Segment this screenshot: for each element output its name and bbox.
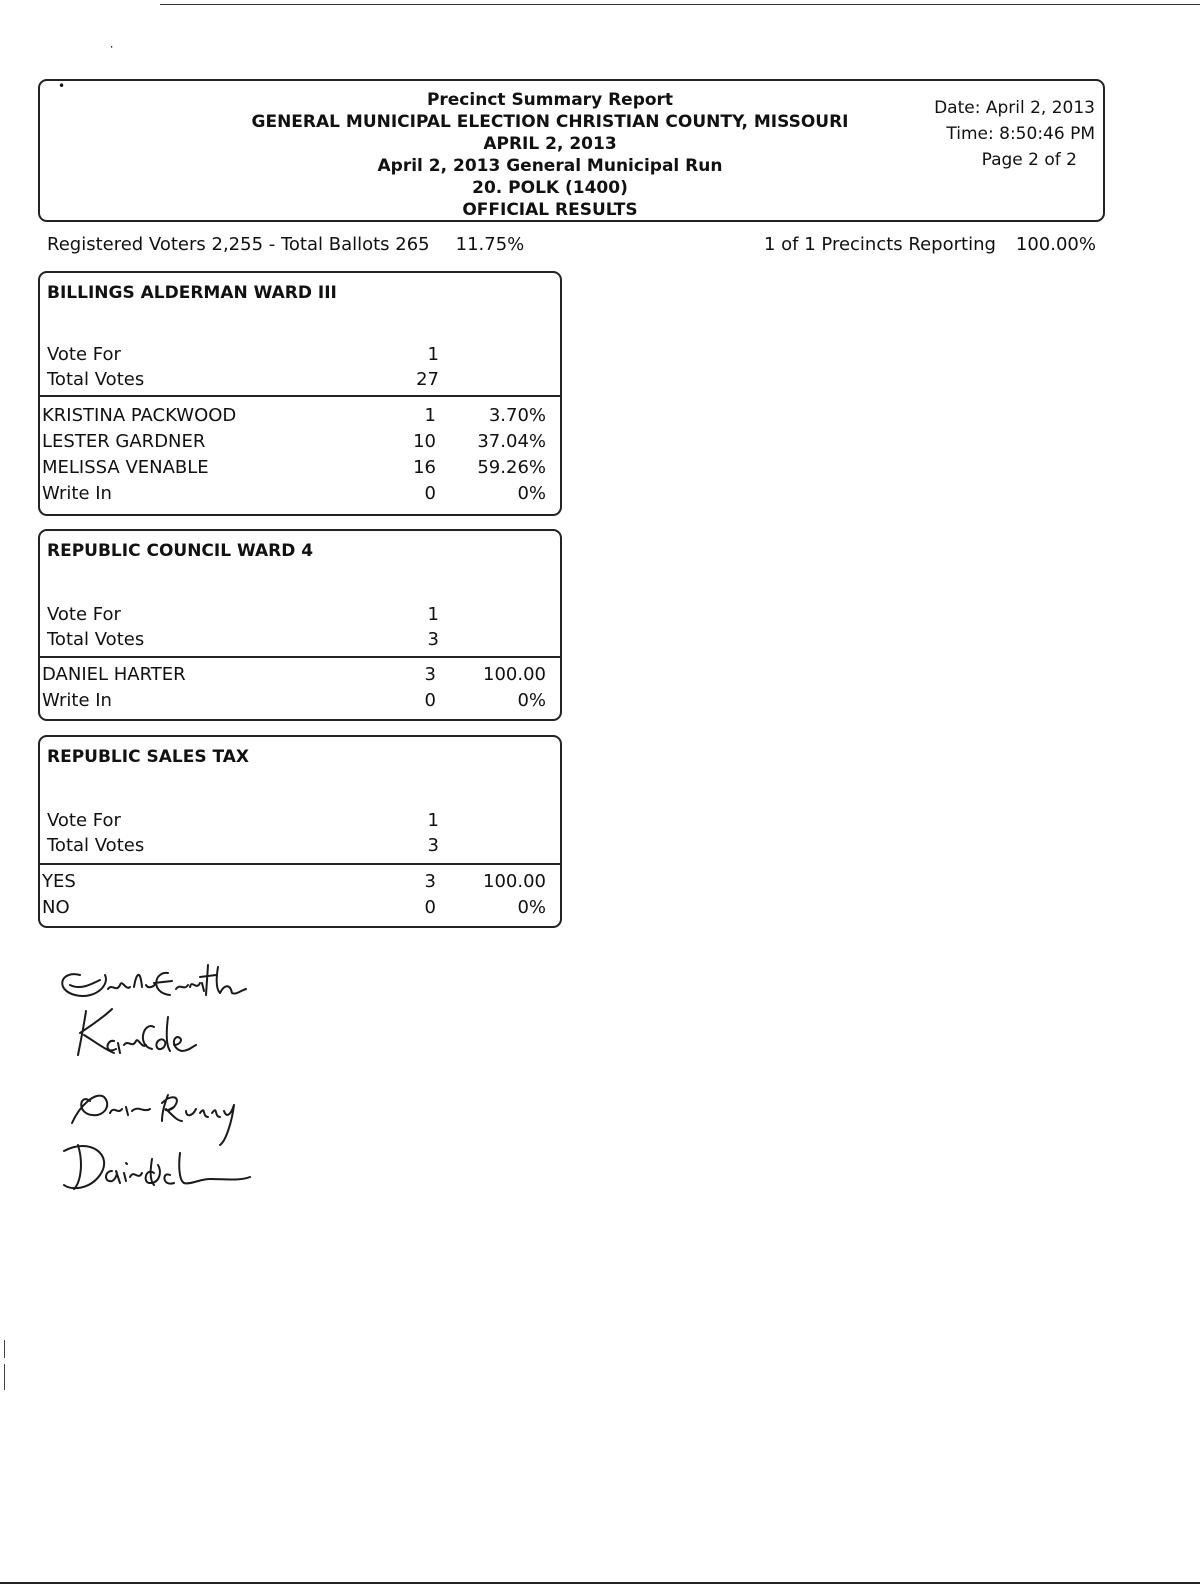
signature-2 (78, 1009, 196, 1055)
report-meta (934, 95, 1095, 173)
total-votes-row (47, 835, 447, 859)
precincts-reporting: 1 of 1 Precincts Reporting (764, 234, 996, 255)
vote-for-value: 1 (427, 604, 439, 625)
candidate-percent: 100.00 (483, 664, 546, 685)
report-header (38, 79, 1105, 222)
candidate-votes: 3 (424, 664, 436, 685)
precincts-percent: 100.00% (1015, 234, 1096, 255)
contest-title: REPUBLIC SALES TAX (47, 747, 250, 767)
candidate-percent: 3.70% (488, 405, 546, 426)
turnout-summary (47, 234, 524, 255)
report-title: Precinct Summary Report (426, 90, 674, 110)
total-votes-value: 3 (427, 835, 439, 856)
scan-edge-top (160, 4, 1200, 5)
vote-for-row (47, 810, 447, 834)
precincts-summary (764, 234, 1096, 255)
total-votes-label: Total Votes (47, 369, 145, 390)
total-votes-label: Total Votes (47, 835, 145, 856)
candidate-row (42, 690, 546, 716)
vote-for-row (47, 344, 447, 368)
vote-for-label: Vote For (47, 810, 121, 831)
contest-title: BILLINGS ALDERMAN WARD III (47, 283, 337, 303)
signature-1 (62, 965, 246, 996)
election-name: GENERAL MUNICIPAL ELECTION CHRISTIAN COUNTY, MISSOURI (251, 112, 849, 132)
total-votes-value: 27 (416, 369, 439, 390)
candidate-name: Write In (42, 690, 112, 711)
contest-divider (40, 395, 560, 397)
candidate-name: LESTER GARDNER (42, 431, 206, 452)
registered-ballots: Registered Voters 2,255 - Total Ballots 265 (47, 234, 430, 255)
contest-divider (40, 863, 560, 865)
candidate-percent: 0% (517, 690, 546, 711)
candidate-votes: 10 (413, 431, 436, 452)
election-date: APRIL 2, 2013 (483, 134, 617, 154)
total-votes-row (47, 629, 447, 653)
candidate-votes: 1 (424, 405, 436, 426)
vote-for-value: 1 (427, 810, 439, 831)
vote-for-row (47, 604, 447, 628)
page-number: Page 2 of 2 (981, 150, 1077, 170)
candidate-name: NO (42, 897, 70, 918)
candidate-votes: 16 (413, 457, 436, 478)
contest-box (38, 529, 562, 721)
candidate-name: KRISTINA PACKWOOD (42, 405, 237, 426)
vote-for-label: Vote For (47, 604, 121, 625)
candidate-row (42, 483, 546, 509)
candidate-name: DANIEL HARTER (42, 664, 186, 685)
candidate-row (42, 897, 546, 923)
scan-edge-mark (4, 1364, 5, 1390)
candidate-votes: 0 (424, 483, 436, 504)
candidate-percent: 0% (517, 897, 546, 918)
candidate-row (42, 871, 546, 897)
signature-3 (72, 1095, 234, 1145)
candidate-row (42, 405, 546, 431)
candidate-name: YES (42, 871, 76, 892)
candidate-votes: 0 (424, 897, 436, 918)
header-title-block (130, 89, 970, 221)
contest-title: REPUBLIC COUNCIL WARD 4 (47, 541, 314, 561)
total-votes-value: 3 (427, 629, 439, 650)
scan-speck: • (58, 79, 66, 93)
total-votes-label: Total Votes (47, 629, 145, 650)
contest-divider (40, 656, 560, 658)
vote-for-label: Vote For (47, 344, 121, 365)
candidate-name: MELISSA VENABLE (42, 457, 209, 478)
scan-speck: ⸱ (110, 40, 114, 54)
candidate-votes: 3 (424, 871, 436, 892)
candidate-row (42, 664, 546, 690)
scan-edge-bottom (0, 1582, 1200, 1584)
report-time: Time: 8:50:46 PM (946, 124, 1095, 144)
candidate-percent: 59.26% (477, 457, 546, 478)
candidate-name: Write In (42, 483, 112, 504)
candidate-percent: 100.00 (483, 871, 546, 892)
contest-box (38, 271, 562, 516)
report-date: Date: April 2, 2013 (934, 98, 1095, 118)
candidate-row (42, 457, 546, 483)
signature-4 (64, 1145, 250, 1189)
signatures (50, 945, 350, 1205)
contest-box (38, 735, 562, 928)
turnout-percent: 11.75% (455, 234, 525, 255)
results-status: OFFICIAL RESULTS (462, 200, 638, 220)
total-votes-row (47, 369, 447, 393)
vote-for-value: 1 (427, 344, 439, 365)
candidate-row (42, 431, 546, 457)
candidate-percent: 0% (517, 483, 546, 504)
scan-edge-mark (4, 1340, 5, 1358)
candidate-votes: 0 (424, 690, 436, 711)
candidate-percent: 37.04% (477, 431, 546, 452)
run-name: April 2, 2013 General Municipal Run (377, 156, 723, 176)
precinct-name: 20. POLK (1400) (472, 178, 628, 198)
